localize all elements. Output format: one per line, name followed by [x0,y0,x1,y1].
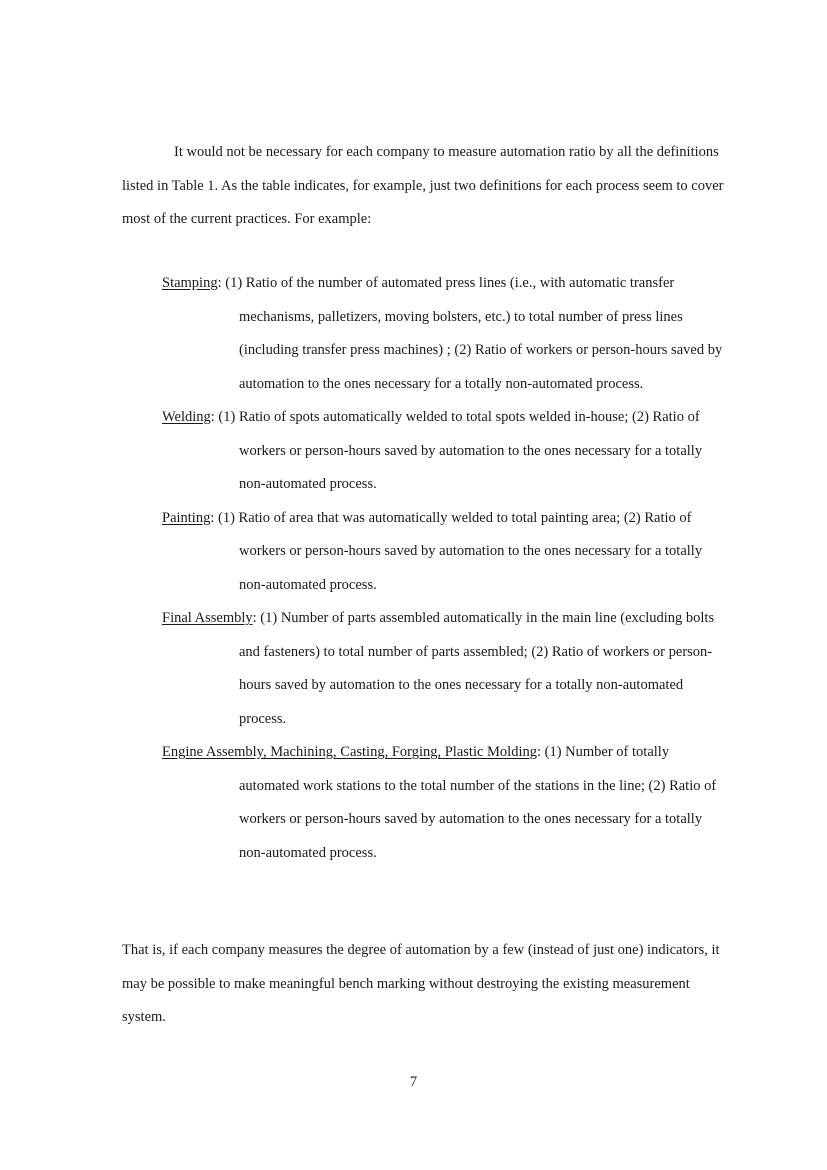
definition-text: : (1) Number of totally automated work stations to the total number of the stations in the line; (2) Ratio of workers or person-hours saved by automation to the ones necessary for a totally non-automated process. [239,744,717,861]
definition-term: Engine Assembly, Machining, Casting, Forging, Plastic Molding [162,744,537,760]
intro-paragraph: It would not be necessary for each company to measure automation ratio by all the definitions listed in Table 1. As the table indicates, for example, just two definitions for each process seem to cover most of the current practices. For example: [122,144,724,227]
definition-engine-assembly [162,736,732,870]
definition-text: : (1) Ratio of the number of automated press lines (i.e., with automatic transfer mechanisms, palletizers, moving bolsters, etc.) to total number of press lines (including transfer press machines) ; (2) Ratio of workers or person-hours saved by automation to the ones necessary for a totally non-automated process. [217,275,723,392]
definition-text: : (1) Ratio of area that was automatically welded to total painting area; (2) Ratio of workers or person-hours saved by automation to the ones necessary for a totally non-automated process. [210,509,703,593]
definition-term: Final Assembly [162,610,253,626]
definition-term: Welding [162,409,211,425]
definition-term: Painting [162,509,211,526]
closing-paragraph: That is, if each company measures the degree of automation by a few (instead of just one) indicators, it may be possible to make meaningful bench marking without destroying the existing measurement system. [122,942,720,1025]
definition-welding [162,401,732,502]
definition-term: Stamping [162,275,218,291]
definition-stamping [162,267,732,401]
definition-text: : (1) Ratio of spots automatically welded to total spots welded in-house; (2) Ratio of workers or person-hours saved by automation to the ones necessary for a totally non-automated process. [210,409,703,492]
page-number: 7 [409,1074,418,1090]
definition-final-assembly [162,602,732,736]
definition-painting [162,502,732,603]
definition-text: : (1) Number of parts assembled automatically in the main line (excluding bolts and fasteners) to total number of parts assembled; (2) Ratio of workers or person-hours saved by automation to the ones necessary for a totally non-automated process. [239,610,715,727]
definitions-list [162,267,732,870]
